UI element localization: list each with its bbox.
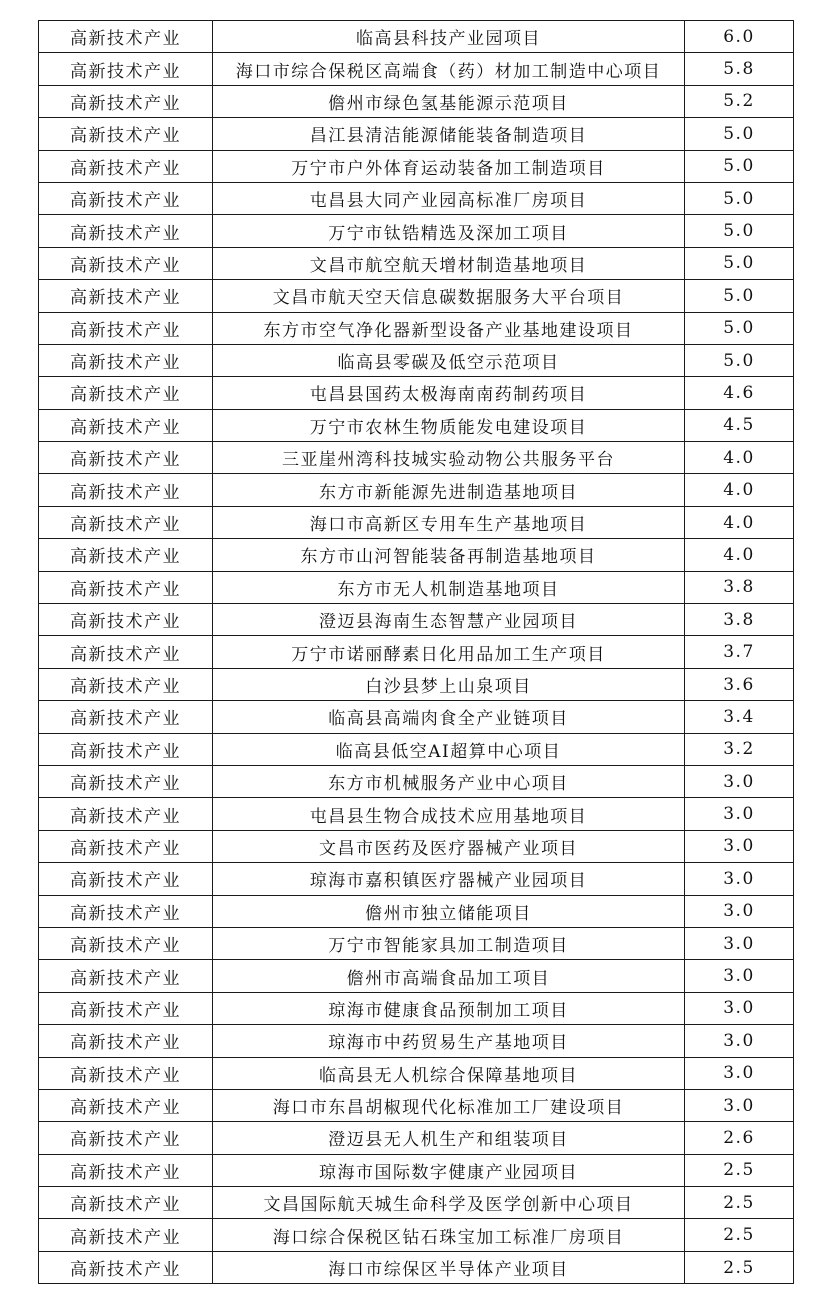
amount-cell: 2.5 xyxy=(685,1154,794,1186)
table-row xyxy=(39,377,794,409)
project-name-cell: 东方市新能源先进制造基地项目 xyxy=(213,474,685,506)
project-name-cell: 文昌市医药及医疗器械产业项目 xyxy=(213,830,685,862)
category-cell: 高新技术产业 xyxy=(39,442,213,474)
category-cell: 高新技术产业 xyxy=(39,992,213,1024)
project-name-cell: 万宁市诺丽酵素日化用品加工生产项目 xyxy=(213,636,685,668)
project-name-cell: 文昌市航空航天增材制造基地项目 xyxy=(213,247,685,279)
project-name-cell: 屯昌县生物合成技术应用基地项目 xyxy=(213,798,685,830)
category-cell: 高新技术产业 xyxy=(39,636,213,668)
table-row xyxy=(39,215,794,247)
category-cell: 高新技术产业 xyxy=(39,344,213,376)
table-row xyxy=(39,53,794,85)
table-row xyxy=(39,571,794,603)
amount-cell: 3.0 xyxy=(685,895,794,927)
category-cell: 高新技术产业 xyxy=(39,733,213,765)
table-row xyxy=(39,1251,794,1283)
project-name-cell: 东方市机械服务产业中心项目 xyxy=(213,765,685,797)
amount-cell: 3.6 xyxy=(685,668,794,700)
amount-cell: 3.0 xyxy=(685,992,794,1024)
table-row xyxy=(39,506,794,538)
project-name-cell: 琼海市国际数字健康产业园项目 xyxy=(213,1154,685,1186)
project-name-cell: 临高县科技产业园项目 xyxy=(213,21,685,53)
table-row xyxy=(39,150,794,182)
project-name-cell: 琼海市嘉积镇医疗器械产业园项目 xyxy=(213,863,685,895)
category-cell: 高新技术产业 xyxy=(39,377,213,409)
category-cell: 高新技术产业 xyxy=(39,895,213,927)
project-name-cell: 海口综合保税区钻石珠宝加工标准厂房项目 xyxy=(213,1219,685,1251)
amount-cell: 5.0 xyxy=(685,344,794,376)
table-row xyxy=(39,280,794,312)
project-name-cell: 文昌国际航天城生命科学及医学创新中心项目 xyxy=(213,1187,685,1219)
category-cell: 高新技术产业 xyxy=(39,960,213,992)
project-name-cell: 万宁市农林生物质能发电建设项目 xyxy=(213,409,685,441)
category-cell: 高新技术产业 xyxy=(39,1154,213,1186)
category-cell: 高新技术产业 xyxy=(39,571,213,603)
amount-cell: 3.8 xyxy=(685,571,794,603)
project-name-cell: 屯昌县大同产业园高标准厂房项目 xyxy=(213,182,685,214)
table-row xyxy=(39,1219,794,1251)
table-row xyxy=(39,312,794,344)
table-row xyxy=(39,1187,794,1219)
category-cell: 高新技术产业 xyxy=(39,215,213,247)
category-cell: 高新技术产业 xyxy=(39,182,213,214)
amount-cell: 2.5 xyxy=(685,1219,794,1251)
category-cell: 高新技术产业 xyxy=(39,21,213,53)
amount-cell: 4.0 xyxy=(685,506,794,538)
project-name-cell: 文昌市航天空天信息碳数据服务大平台项目 xyxy=(213,280,685,312)
amount-cell: 2.5 xyxy=(685,1187,794,1219)
category-cell: 高新技术产业 xyxy=(39,539,213,571)
amount-cell: 3.0 xyxy=(685,830,794,862)
project-name-cell: 澄迈县无人机生产和组装项目 xyxy=(213,1122,685,1154)
project-name-cell: 临高县零碳及低空示范项目 xyxy=(213,344,685,376)
category-cell: 高新技术产业 xyxy=(39,312,213,344)
project-table-body xyxy=(39,21,794,1284)
category-cell: 高新技术产业 xyxy=(39,280,213,312)
project-name-cell: 海口市综合保税区高端食（药）材加工制造中心项目 xyxy=(213,53,685,85)
table-row xyxy=(39,1025,794,1057)
table-row xyxy=(39,960,794,992)
amount-cell: 4.0 xyxy=(685,442,794,474)
amount-cell: 5.0 xyxy=(685,280,794,312)
amount-cell: 2.6 xyxy=(685,1122,794,1154)
category-cell: 高新技术产业 xyxy=(39,1089,213,1121)
project-name-cell: 琼海市健康食品预制加工项目 xyxy=(213,992,685,1024)
category-cell: 高新技术产业 xyxy=(39,409,213,441)
amount-cell: 2.5 xyxy=(685,1251,794,1283)
amount-cell: 4.0 xyxy=(685,539,794,571)
amount-cell: 5.0 xyxy=(685,182,794,214)
amount-cell: 5.0 xyxy=(685,118,794,150)
project-name-cell: 东方市山河智能装备再制造基地项目 xyxy=(213,539,685,571)
table-row xyxy=(39,344,794,376)
category-cell: 高新技术产业 xyxy=(39,798,213,830)
amount-cell: 4.0 xyxy=(685,474,794,506)
category-cell: 高新技术产业 xyxy=(39,506,213,538)
amount-cell: 3.0 xyxy=(685,1025,794,1057)
project-name-cell: 儋州市高端食品加工项目 xyxy=(213,960,685,992)
category-cell: 高新技术产业 xyxy=(39,668,213,700)
table-row xyxy=(39,1122,794,1154)
category-cell: 高新技术产业 xyxy=(39,1122,213,1154)
project-name-cell: 海口市东昌胡椒现代化标准加工厂建设项目 xyxy=(213,1089,685,1121)
table-row xyxy=(39,668,794,700)
category-cell: 高新技术产业 xyxy=(39,830,213,862)
category-cell: 高新技术产业 xyxy=(39,85,213,117)
table-row xyxy=(39,539,794,571)
amount-cell: 3.2 xyxy=(685,733,794,765)
amount-cell: 3.7 xyxy=(685,636,794,668)
table-row xyxy=(39,830,794,862)
table-row xyxy=(39,701,794,733)
amount-cell: 3.0 xyxy=(685,1089,794,1121)
project-name-cell: 海口市综保区半导体产业项目 xyxy=(213,1251,685,1283)
category-cell: 高新技术产业 xyxy=(39,1219,213,1251)
category-cell: 高新技术产业 xyxy=(39,1187,213,1219)
table-row xyxy=(39,1089,794,1121)
amount-cell: 3.0 xyxy=(685,960,794,992)
amount-cell: 3.0 xyxy=(685,1057,794,1089)
amount-cell: 5.0 xyxy=(685,247,794,279)
table-row xyxy=(39,992,794,1024)
project-name-cell: 白沙县梦上山泉项目 xyxy=(213,668,685,700)
category-cell: 高新技术产业 xyxy=(39,1025,213,1057)
table-row xyxy=(39,21,794,53)
table-row xyxy=(39,182,794,214)
project-name-cell: 儋州市独立储能项目 xyxy=(213,895,685,927)
amount-cell: 4.5 xyxy=(685,409,794,441)
project-name-cell: 临高县无人机综合保障基地项目 xyxy=(213,1057,685,1089)
table-row xyxy=(39,118,794,150)
category-cell: 高新技术产业 xyxy=(39,863,213,895)
table-row xyxy=(39,1154,794,1186)
amount-cell: 3.0 xyxy=(685,863,794,895)
project-name-cell: 澄迈县海南生态智慧产业园项目 xyxy=(213,604,685,636)
project-table xyxy=(38,20,794,1284)
category-cell: 高新技术产业 xyxy=(39,604,213,636)
category-cell: 高新技术产业 xyxy=(39,247,213,279)
amount-cell: 3.4 xyxy=(685,701,794,733)
category-cell: 高新技术产业 xyxy=(39,474,213,506)
table-row xyxy=(39,604,794,636)
project-name-cell: 琼海市中药贸易生产基地项目 xyxy=(213,1025,685,1057)
table-row xyxy=(39,85,794,117)
project-name-cell: 东方市无人机制造基地项目 xyxy=(213,571,685,603)
category-cell: 高新技术产业 xyxy=(39,765,213,797)
table-row xyxy=(39,895,794,927)
amount-cell: 5.0 xyxy=(685,215,794,247)
table-row xyxy=(39,474,794,506)
category-cell: 高新技术产业 xyxy=(39,1057,213,1089)
table-row xyxy=(39,442,794,474)
project-name-cell: 临高县低空AI超算中心项目 xyxy=(213,733,685,765)
project-name-cell: 万宁市智能家具加工制造项目 xyxy=(213,927,685,959)
amount-cell: 3.0 xyxy=(685,927,794,959)
category-cell: 高新技术产业 xyxy=(39,1251,213,1283)
table-row xyxy=(39,409,794,441)
table-row xyxy=(39,733,794,765)
table-row xyxy=(39,636,794,668)
table-row xyxy=(39,1057,794,1089)
amount-cell: 3.0 xyxy=(685,765,794,797)
amount-cell: 5.0 xyxy=(685,312,794,344)
category-cell: 高新技术产业 xyxy=(39,150,213,182)
table-row xyxy=(39,765,794,797)
amount-cell: 4.6 xyxy=(685,377,794,409)
project-name-cell: 东方市空气净化器新型设备产业基地建设项目 xyxy=(213,312,685,344)
table-row xyxy=(39,927,794,959)
amount-cell: 5.2 xyxy=(685,85,794,117)
category-cell: 高新技术产业 xyxy=(39,118,213,150)
project-name-cell: 昌江县清洁能源储能装备制造项目 xyxy=(213,118,685,150)
amount-cell: 3.8 xyxy=(685,604,794,636)
table-row xyxy=(39,863,794,895)
table-row xyxy=(39,247,794,279)
category-cell: 高新技术产业 xyxy=(39,53,213,85)
project-name-cell: 万宁市钛锆精选及深加工项目 xyxy=(213,215,685,247)
project-name-cell: 屯昌县国药太极海南南药制药项目 xyxy=(213,377,685,409)
project-name-cell: 临高县高端肉食全产业链项目 xyxy=(213,701,685,733)
table-row xyxy=(39,798,794,830)
category-cell: 高新技术产业 xyxy=(39,927,213,959)
amount-cell: 3.0 xyxy=(685,798,794,830)
project-name-cell: 万宁市户外体育运动装备加工制造项目 xyxy=(213,150,685,182)
amount-cell: 5.8 xyxy=(685,53,794,85)
category-cell: 高新技术产业 xyxy=(39,701,213,733)
amount-cell: 5.0 xyxy=(685,150,794,182)
project-name-cell: 儋州市绿色氢基能源示范项目 xyxy=(213,85,685,117)
project-name-cell: 海口市高新区专用车生产基地项目 xyxy=(213,506,685,538)
document-page xyxy=(38,20,790,1284)
project-name-cell: 三亚崖州湾科技城实验动物公共服务平台 xyxy=(213,442,685,474)
amount-cell: 6.0 xyxy=(685,21,794,53)
